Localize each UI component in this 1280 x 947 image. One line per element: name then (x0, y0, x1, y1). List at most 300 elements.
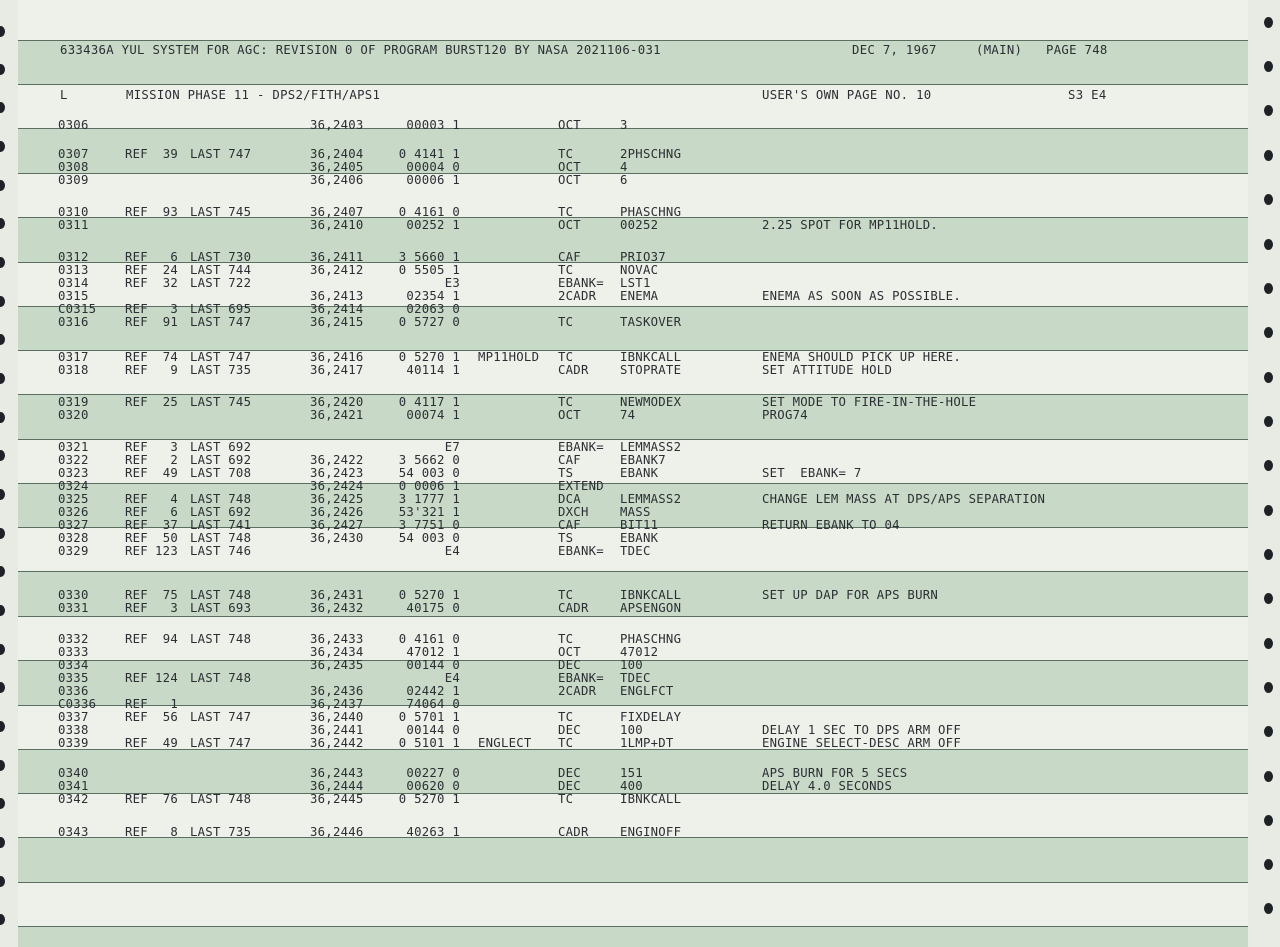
opcode: TC (558, 792, 574, 806)
listing-line (0, 466, 1240, 480)
opcode: EBANK= (558, 671, 604, 685)
memory-address: 36,2426 (310, 505, 364, 519)
opcode: CAF (558, 518, 581, 532)
memory-address: 36,2445 (310, 792, 364, 806)
comment: PROG74 (762, 408, 808, 422)
ref-label: REF (125, 350, 148, 364)
ref-label: REF (125, 505, 148, 519)
memory-address: 36,2406 (310, 173, 364, 187)
ref-number: 76 (162, 792, 178, 806)
last-page-ref: LAST 692 (190, 453, 252, 467)
memory-address: 36,2405 (310, 160, 364, 174)
memory-address: 36,2410 (310, 218, 364, 232)
ref-number: 3 (170, 601, 178, 615)
line-number: 0334 (58, 658, 89, 672)
opcode: TC (558, 710, 574, 724)
operand: 2PHSCHNG (620, 147, 682, 161)
octal-word: 00144 0 (406, 658, 460, 672)
octal-word: 00227 0 (406, 766, 460, 780)
memory-address: 36,2407 (310, 205, 364, 219)
line-number: 0306 (58, 118, 89, 132)
ref-label: REF (125, 395, 148, 409)
rule-line (18, 84, 1248, 85)
listing-line (0, 792, 1240, 806)
operand: NOVAC (620, 263, 659, 277)
last-page-ref: LAST 745 (190, 205, 252, 219)
operand: 400 (620, 779, 643, 793)
last-page-ref: LAST 692 (190, 440, 252, 454)
memory-address: 36,2422 (310, 453, 364, 467)
rule-line (18, 40, 1248, 41)
line-number: 0322 (58, 453, 89, 467)
opcode: DCA (558, 492, 581, 506)
memory-address: 36,2434 (310, 645, 364, 659)
opcode: CAF (558, 453, 581, 467)
opcode: OCT (558, 408, 581, 422)
page-number: PAGE 748 (1046, 43, 1108, 57)
ref-number: 3 (170, 440, 178, 454)
opcode: CADR (558, 825, 589, 839)
listing-line (0, 205, 1240, 219)
comment: SET MODE TO FIRE-IN-THE-HOLE (762, 395, 977, 409)
ref-number: 39 (162, 147, 178, 161)
octal-word: 00006 1 (406, 173, 460, 187)
feed-hole-icon (1264, 17, 1273, 28)
listing-line (0, 350, 1240, 364)
listing-line (0, 276, 1240, 290)
octal-word: 0 5701 1 (398, 710, 460, 724)
opcode: DEC (558, 723, 581, 737)
operand: ENGLFCT (620, 684, 674, 698)
octal-word: 0 5727 0 (398, 315, 460, 329)
ref-number: 3 (170, 302, 178, 316)
ref-label: REF (125, 276, 148, 290)
line-number: 0315 (58, 289, 89, 303)
memory-address: 36,2430 (310, 531, 364, 545)
operand: MASS (620, 505, 651, 519)
ref-label: REF (125, 205, 148, 219)
opcode: TC (558, 632, 574, 646)
octal-word: E4 (444, 671, 460, 685)
operand: IBNKCALL (620, 792, 682, 806)
listing-line (0, 531, 1240, 545)
opcode: OCT (558, 160, 581, 174)
comment: SET ATTITUDE HOLD (762, 363, 893, 377)
octal-word: 00144 0 (406, 723, 460, 737)
listing-line (0, 160, 1240, 174)
last-page-ref: LAST 745 (190, 395, 252, 409)
memory-address: 36,2414 (310, 302, 364, 316)
comment: SET EBANK= 7 (762, 466, 862, 480)
opcode: EXTEND (558, 479, 604, 493)
last-page-ref: LAST 730 (190, 250, 252, 264)
last-page-ref: LAST 692 (190, 505, 252, 519)
line-number: 0329 (58, 544, 89, 558)
opcode: TC (558, 736, 574, 750)
ref-number: 1 (170, 697, 178, 711)
listing-line (0, 118, 1240, 132)
opcode: DXCH (558, 505, 589, 519)
octal-word: 0 4117 1 (398, 395, 460, 409)
opcode: EBANK= (558, 440, 604, 454)
octal-word: 3 1777 1 (398, 492, 460, 506)
operand: 6 (620, 173, 628, 187)
opcode: CADR (558, 601, 589, 615)
ref-label: REF (125, 302, 148, 316)
ref-label: REF (125, 601, 148, 615)
octal-word: 0 5270 1 (398, 792, 460, 806)
feed-hole-icon (1264, 771, 1273, 782)
operand: TDEC (620, 544, 651, 558)
symbol-label: MP11HOLD (478, 350, 540, 364)
last-page-ref: LAST 693 (190, 601, 252, 615)
operand: APSENGON (620, 601, 682, 615)
line-number: C0315 (58, 302, 97, 316)
octal-word: 0 4141 1 (398, 147, 460, 161)
octal-word: 40114 1 (406, 363, 460, 377)
line-number: 0327 (58, 518, 89, 532)
memory-address: 36,2420 (310, 395, 364, 409)
rule-line (18, 571, 1248, 572)
section-code: S3 E4 (1068, 88, 1107, 102)
line-number: 0310 (58, 205, 89, 219)
feed-hole-icon (1264, 372, 1273, 383)
octal-word: 0 0006 1 (398, 479, 460, 493)
listing-line (0, 588, 1240, 602)
mark-letter: L (60, 88, 68, 102)
listing-line (0, 736, 1240, 750)
last-page-ref: LAST 747 (190, 315, 252, 329)
listing-line (0, 723, 1240, 737)
feed-hole-icon (1264, 682, 1273, 693)
last-page-ref: LAST 741 (190, 518, 252, 532)
ref-number: 9 (170, 363, 178, 377)
line-number: 0338 (58, 723, 89, 737)
feed-hole-icon (0, 26, 5, 37)
line-number: 0331 (58, 601, 89, 615)
line-number: 0326 (58, 505, 89, 519)
octal-word: 00003 1 (406, 118, 460, 132)
opcode: DEC (558, 658, 581, 672)
operand: ENEMA (620, 289, 659, 303)
comment: ENEMA AS SOON AS POSSIBLE. (762, 289, 961, 303)
memory-address: 36,2421 (310, 408, 364, 422)
ref-number: 4 (170, 492, 178, 506)
feed-hole-icon (1264, 505, 1273, 516)
last-page-ref: LAST 746 (190, 544, 252, 558)
octal-word: 00004 0 (406, 160, 460, 174)
feed-hole-icon (1264, 327, 1273, 338)
listing-line (0, 671, 1240, 685)
opcode: TC (558, 588, 574, 602)
octal-word: 0 5101 1 (398, 736, 460, 750)
line-number: 0335 (58, 671, 89, 685)
opcode: TS (558, 466, 574, 480)
listing-line (0, 440, 1240, 454)
ref-number: 91 (162, 315, 178, 329)
line-number: 0309 (58, 173, 89, 187)
octal-word: 0 5270 1 (398, 350, 460, 364)
opcode: OCT (558, 218, 581, 232)
listing-line (0, 658, 1240, 672)
opcode: 2CADR (558, 684, 597, 698)
listing-line (0, 645, 1240, 659)
opcode: EBANK= (558, 276, 604, 290)
feed-hole-icon (1264, 815, 1273, 826)
ref-number: 75 (162, 588, 178, 602)
green-band (18, 837, 1248, 882)
listing-line (0, 250, 1240, 264)
feed-hole-icon (1264, 61, 1273, 72)
octal-word: 02354 1 (406, 289, 460, 303)
green-band (18, 926, 1248, 947)
listing-line (0, 492, 1240, 506)
opcode: OCT (558, 173, 581, 187)
feed-hole-icon (0, 876, 5, 887)
opcode: TS (558, 531, 574, 545)
octal-word: 53'321 1 (398, 505, 460, 519)
opcode: TC (558, 205, 574, 219)
operand: PHASCHNG (620, 632, 682, 646)
operand: NEWMODEX (620, 395, 682, 409)
feed-hole-icon (1264, 726, 1273, 737)
ref-number: 6 (170, 250, 178, 264)
line-number: 0314 (58, 276, 89, 290)
opcode: CADR (558, 363, 589, 377)
ref-number: 25 (162, 395, 178, 409)
line-number: 0308 (58, 160, 89, 174)
feed-hole-icon (0, 102, 5, 113)
memory-address: 36,2403 (310, 118, 364, 132)
memory-address: 36,2412 (310, 263, 364, 277)
opcode: OCT (558, 118, 581, 132)
feed-hole-icon (1264, 593, 1273, 604)
line-number: 0340 (58, 766, 89, 780)
feed-hole-icon (1264, 903, 1273, 914)
listing-line (0, 632, 1240, 646)
line-number: 0311 (58, 218, 89, 232)
memory-address: 36,2411 (310, 250, 364, 264)
listing-line (0, 710, 1240, 724)
listing-line (0, 518, 1240, 532)
octal-word: 0 5270 1 (398, 588, 460, 602)
memory-address: 36,2423 (310, 466, 364, 480)
operand: TASKOVER (620, 315, 682, 329)
memory-address: 36,2431 (310, 588, 364, 602)
listing-line (0, 697, 1240, 711)
listing-line (0, 408, 1240, 422)
comment: ENEMA SHOULD PICK UP HERE. (762, 350, 961, 364)
operand: 00252 (620, 218, 659, 232)
ref-label: REF (125, 315, 148, 329)
memory-address: 36,2442 (310, 736, 364, 750)
ref-number: 94 (162, 632, 178, 646)
octal-word: E7 (444, 440, 460, 454)
opcode: TC (558, 395, 574, 409)
feed-hole-icon (1264, 549, 1273, 560)
octal-word: 47012 1 (406, 645, 460, 659)
ref-number: 124 (155, 671, 178, 685)
listing-line (0, 684, 1240, 698)
ref-number: 8 (170, 825, 178, 839)
ref-label: REF (125, 632, 148, 646)
feed-hole-icon (1264, 460, 1273, 471)
memory-address: 36,2425 (310, 492, 364, 506)
memory-address: 36,2424 (310, 479, 364, 493)
octal-word: 00620 0 (406, 779, 460, 793)
comment: DELAY 1 SEC TO DPS ARM OFF (762, 723, 961, 737)
users-page-number: USER'S OWN PAGE NO. 10 (762, 88, 932, 102)
last-page-ref: LAST 748 (190, 492, 252, 506)
operand: IBNKCALL (620, 350, 682, 364)
ref-label: REF (125, 466, 148, 480)
line-number: 0336 (58, 684, 89, 698)
opcode: TC (558, 350, 574, 364)
line-number: 0321 (58, 440, 89, 454)
last-page-ref: LAST 747 (190, 147, 252, 161)
operand: EBANK (620, 466, 659, 480)
last-page-ref: LAST 747 (190, 710, 252, 724)
line-number: 0324 (58, 479, 89, 493)
memory-address: 36,2435 (310, 658, 364, 672)
ref-label: REF (125, 544, 148, 558)
feed-hole-icon (0, 566, 5, 577)
ref-label: REF (125, 250, 148, 264)
line-number: 0323 (58, 466, 89, 480)
line-number: 0316 (58, 315, 89, 329)
line-number: 0342 (58, 792, 89, 806)
main-label: (MAIN) (976, 43, 1023, 57)
memory-address: 36,2432 (310, 601, 364, 615)
octal-word: E4 (444, 544, 460, 558)
ref-number: 49 (162, 466, 178, 480)
listing-line (0, 479, 1240, 493)
memory-address: 36,2444 (310, 779, 364, 793)
ref-label: REF (125, 263, 148, 277)
operand: TDEC (620, 671, 651, 685)
symbol-label: ENGLECT (478, 736, 532, 750)
listing-line (0, 601, 1240, 615)
ref-label: REF (125, 492, 148, 506)
line-number: 0343 (58, 825, 89, 839)
listing-line (0, 363, 1240, 377)
operand: IBNKCALL (620, 588, 682, 602)
operand: 151 (620, 766, 643, 780)
line-number: 0325 (58, 492, 89, 506)
memory-address: 36,2413 (310, 289, 364, 303)
listing-line (0, 544, 1240, 558)
last-page-ref: LAST 748 (190, 531, 252, 545)
comment: 2.25 SPOT FOR MP11HOLD. (762, 218, 939, 232)
line-number: 0307 (58, 147, 89, 161)
last-page-ref: LAST 708 (190, 466, 252, 480)
octal-word: 54 003 0 (398, 466, 460, 480)
ref-number: 74 (162, 350, 178, 364)
ref-label: REF (125, 147, 148, 161)
ref-label: REF (125, 518, 148, 532)
octal-word: 0 4161 0 (398, 632, 460, 646)
memory-address: 36,2416 (310, 350, 364, 364)
comment: SET UP DAP FOR APS BURN (762, 588, 939, 602)
operand: 47012 (620, 645, 659, 659)
memory-address: 36,2427 (310, 518, 364, 532)
opcode: DEC (558, 779, 581, 793)
feed-hole-icon (1264, 416, 1273, 427)
memory-address: 36,2437 (310, 697, 364, 711)
last-page-ref: LAST 695 (190, 302, 252, 316)
feed-hole-icon (1264, 239, 1273, 250)
operand: 74 (620, 408, 636, 422)
feed-hole-icon (1264, 150, 1273, 161)
ref-label: REF (125, 697, 148, 711)
line-number: 0318 (58, 363, 89, 377)
operand: 100 (620, 723, 643, 737)
line-number: 0333 (58, 645, 89, 659)
ref-number: 6 (170, 505, 178, 519)
opcode: OCT (558, 645, 581, 659)
operand: PRIO37 (620, 250, 666, 264)
ref-label: REF (125, 363, 148, 377)
line-number: 0313 (58, 263, 89, 277)
octal-word: 00252 1 (406, 218, 460, 232)
line-number: 0332 (58, 632, 89, 646)
memory-address: 36,2446 (310, 825, 364, 839)
memory-address: 36,2440 (310, 710, 364, 724)
line-number: 0312 (58, 250, 89, 264)
ref-number: 93 (162, 205, 178, 219)
listing-line (0, 263, 1240, 277)
operand: 100 (620, 658, 643, 672)
operand: LEMMASS2 (620, 440, 682, 454)
ref-label: REF (125, 440, 148, 454)
last-page-ref: LAST 748 (190, 792, 252, 806)
listing-line (0, 825, 1240, 839)
listing-line (0, 505, 1240, 519)
last-page-ref: LAST 748 (190, 588, 252, 602)
feed-hole-icon (0, 334, 5, 345)
operand: 3 (620, 118, 628, 132)
operand: BIT11 (620, 518, 659, 532)
feed-hole-icon (1264, 194, 1273, 205)
operand: ENGINOFF (620, 825, 682, 839)
line-number: C0336 (58, 697, 97, 711)
memory-address: 36,2404 (310, 147, 364, 161)
ref-label: REF (125, 531, 148, 545)
listing-line (0, 289, 1240, 303)
octal-word: 00074 1 (406, 408, 460, 422)
opcode: EBANK= (558, 544, 604, 558)
feed-hole-icon (1264, 638, 1273, 649)
ref-number: 32 (162, 276, 178, 290)
operand: PHASCHNG (620, 205, 682, 219)
octal-word: 3 7751 0 (398, 518, 460, 532)
octal-word: 54 003 0 (398, 531, 460, 545)
line-number: 0317 (58, 350, 89, 364)
last-page-ref: LAST 744 (190, 263, 252, 277)
operand: FIXDELAY (620, 710, 682, 724)
ref-label: REF (125, 710, 148, 724)
octal-word: 0 4161 0 (398, 205, 460, 219)
comment: ENGINE SELECT-DESC ARM OFF (762, 736, 961, 750)
memory-address: 36,2433 (310, 632, 364, 646)
operand: EBANK (620, 531, 659, 545)
listing-line (0, 173, 1240, 187)
memory-address: 36,2417 (310, 363, 364, 377)
last-page-ref: LAST 722 (190, 276, 252, 290)
last-page-ref: LAST 748 (190, 671, 252, 685)
memory-address: 36,2441 (310, 723, 364, 737)
octal-word: 3 5660 1 (398, 250, 460, 264)
